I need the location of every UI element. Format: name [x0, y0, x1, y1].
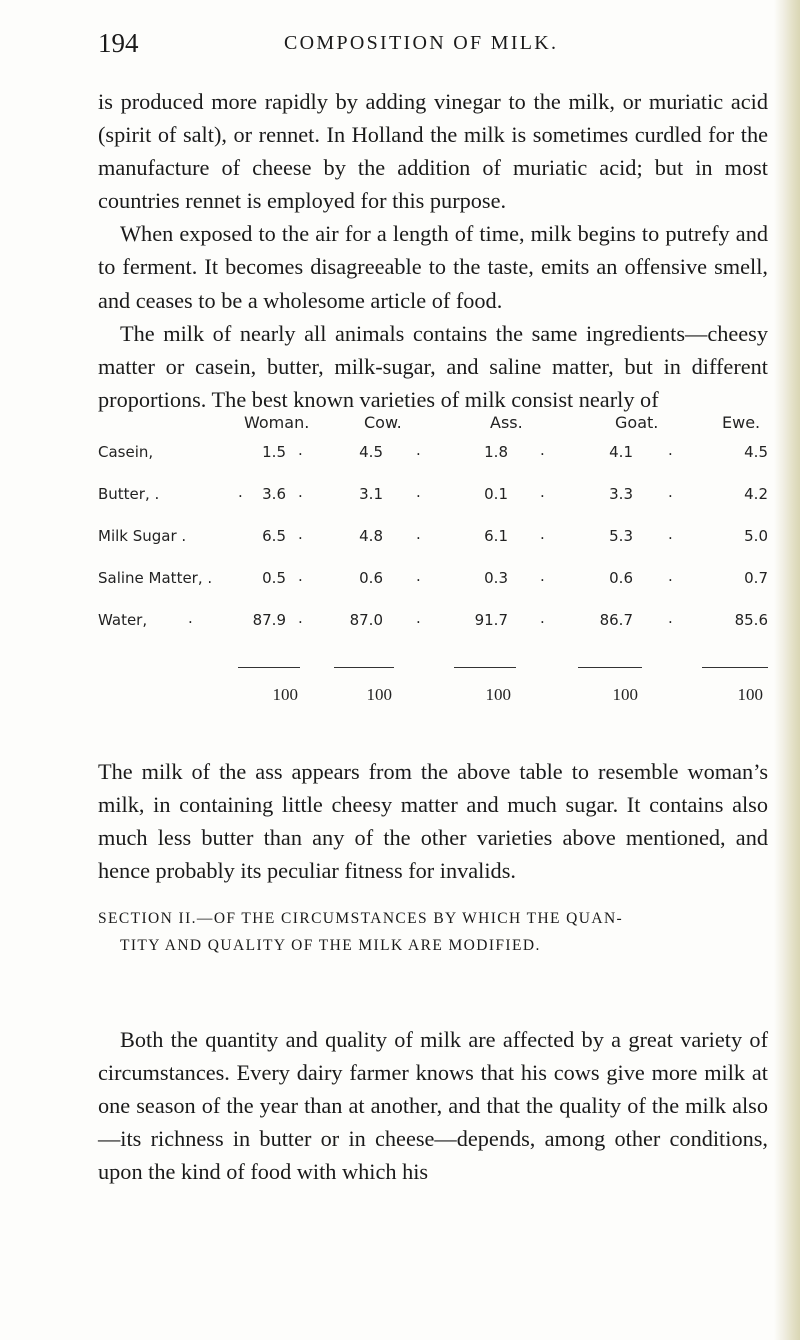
table-cell: 86.7 [599, 611, 633, 629]
sum-rule [578, 667, 642, 668]
body-text-top [98, 85, 768, 416]
page-number: 194 [98, 28, 139, 58]
table-cell: 3.3 [609, 485, 633, 503]
table-cell: 3.6 [262, 485, 286, 503]
table-cell: 5.0 [744, 527, 768, 545]
paragraph-quantity-quality: Both the quantity and quality of milk are affected by a great variety of circumstances. Every dairy farmer knows that his cows give more milk at one season of the year than at another, and that the quality of the milk also—its richness in butter or in cheese—depends, among other conditions, upon the kind of food with which his [98, 1027, 768, 1185]
table-cell: 5.3 [609, 527, 633, 545]
body-text-after-table [98, 755, 768, 887]
table-cell: 0.6 [359, 569, 383, 587]
section-heading-line-1: SECTION II.—OF THE CIRCUMSTANCES BY WHICH THE QUAN- [98, 910, 624, 927]
sum-rule [334, 667, 394, 668]
column-header-goat: Goat. [615, 413, 659, 432]
table-cell: 4.8 [359, 527, 383, 545]
section-heading [98, 905, 768, 959]
paragraph-putrefy: When exposed to the air for a length of time, milk begins to putrefy and to ferment. It becomes disagreeable to the taste, emits an offensive smell, and ceases to be a wholesome article of food. [98, 221, 768, 313]
table-cell: 6.1 [484, 527, 508, 545]
row-label: Casein, [98, 443, 154, 461]
total-cell: 100 [272, 685, 298, 704]
paragraph-ass-milk: The milk of the ass appears from the above table to resemble woman’s milk, in containing little cheesy matter and much sugar. It contains also much less butter than any of the other varieties above mentioned, and hence probably its peculiar fitness for invalids. [98, 759, 768, 884]
running-head [98, 28, 768, 62]
section-heading-line-2: TITY AND QUALITY OF THE MILK ARE MODIFIED. [120, 937, 541, 954]
table-cell: 4.2 [744, 485, 768, 503]
sum-rule [702, 667, 768, 668]
column-header-cow: Cow. [364, 413, 402, 432]
running-head-title: COMPOSITION OF MILK. [284, 32, 559, 54]
column-header-woman: Woman. [244, 413, 310, 432]
row-label: Butter, . [98, 485, 160, 503]
row-label: Saline Matter, . [98, 569, 213, 587]
column-header-ewe: Ewe. [722, 413, 761, 432]
row-label: Water, [98, 611, 148, 629]
table-cell: 1.8 [484, 443, 508, 461]
table-cell: 0.5 [262, 569, 286, 587]
total-cell: 100 [737, 685, 763, 704]
paragraph-curdling: is produced more rapidly by adding vinegar to the milk, or muriatic acid (spirit of salt), or rennet. In Holland the milk is sometimes curdled for the manufacture of cheese by the addition of muriatic acid; but in most countries rennet is employed for this purpose. [98, 89, 768, 214]
table-cell: 6.5 [262, 527, 286, 545]
table-cell: 4.5 [744, 443, 768, 461]
table-cell: 1.5 [262, 443, 286, 461]
body-text-section [98, 1023, 768, 1188]
table-cell: 0.3 [484, 569, 508, 587]
table-cell: 91.7 [474, 611, 508, 629]
table-cell: 0.7 [744, 569, 768, 587]
table-cell: 0.1 [484, 485, 508, 503]
sum-rule [238, 667, 300, 668]
page-edge-shadow [774, 0, 800, 1340]
row-label: Milk Sugar . [98, 527, 187, 545]
table-cell: 85.6 [734, 611, 768, 629]
column-header-ass: Ass. [490, 413, 523, 432]
milk-composition-table: Woman. Cow. Ass. Goat. Ewe. Casein, 1.5 . 4.5 . 1.8 . 4.1 . 4.5 Butter, . . 3.6 . 3.1 . 0.1 . 3.3 . 4.2 Milk Sugar . 6.5 . 4.8 . 6.1 . 5.3 . 5.0 Saline Matter, . 0.5 . 0.6 . 0.3 . 0.6 . 0.7 Water, . 87.9 . 87.0 . 91.7 . 86.7 . 85.6 100 100 100 100 100 [98, 413, 768, 704]
table-cell: 4.5 [359, 443, 383, 461]
total-cell: 100 [612, 685, 638, 704]
sum-rule [454, 667, 516, 668]
table-cell: 4.1 [609, 443, 633, 461]
paragraph-ingredients: The milk of nearly all animals contains the same ingredients—cheesy matter or casein, butter, milk-sugar, and saline matter, but in different proportions. The best known varieties of milk consist nearly of [98, 320, 768, 412]
total-cell: 100 [485, 685, 511, 704]
total-cell: 100 [366, 685, 392, 704]
table-cell: 87.0 [349, 611, 383, 629]
table-cell: 87.9 [252, 611, 286, 629]
table-cell: 3.1 [359, 485, 383, 503]
table-cell: 0.6 [609, 569, 633, 587]
